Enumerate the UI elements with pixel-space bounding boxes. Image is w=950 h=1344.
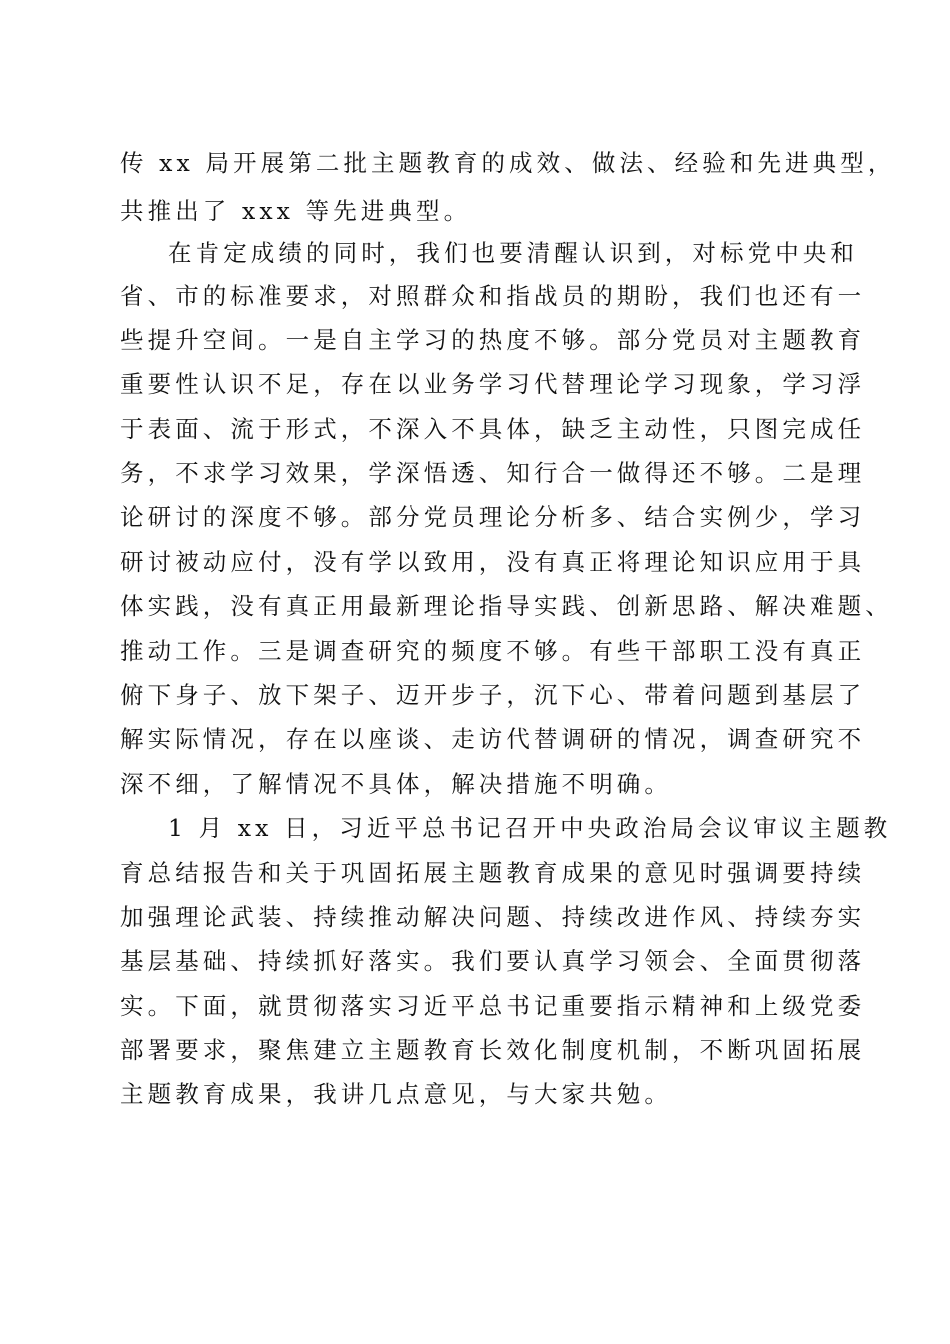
paragraph-3-line-6: 部署要求，聚焦建立主题教育长效化制度机制，不断巩固拓展 xyxy=(120,1036,866,1064)
paragraph-2-line-8: 研讨被动应付，没有学以致用，没有真正将理论知识应用于具 xyxy=(120,548,866,576)
paragraph-2-line-11: 俯下身子、放下架子、迈开步子，沉下心、带着问题到基层了 xyxy=(120,681,866,709)
paragraph-2-line-3: 些提升空间。一是自主学习的热度不够。部分党员对主题教育 xyxy=(120,326,866,354)
paragraph-3-line-4: 基层基础、持续抓好落实。我们要认真学习领会、全面贯彻落 xyxy=(120,947,866,975)
paragraph-3-line-5: 实。下面，就贯彻落实习近平总书记重要指示精神和上级党委 xyxy=(120,992,866,1020)
paragraph-2-line-4: 重要性认识不足，存在以业务学习代替理论学习现象，学习浮 xyxy=(120,370,866,398)
paragraph-2-line-7: 论研讨的深度不够。部分党员理论分析多、结合实例少，学习 xyxy=(120,503,866,531)
paragraph-2-line-1: 在肯定成绩的同时，我们也要清醒认识到，对标党中央和 xyxy=(168,239,858,267)
paragraph-1-line-1: 传 xx 局开展第二批主题教育的成效、做法、经验和先进典型， xyxy=(120,149,896,177)
paragraph-3-line-3: 加强理论武装、持续推动解决问题、持续改进作风、持续夯实 xyxy=(120,903,866,931)
paragraph-2-line-12: 解实际情况，存在以座谈、走访代替调研的情况，调查研究不 xyxy=(120,725,866,753)
paragraph-3-line-1: 1 月 xx 日，习近平总书记召开中央政治局会议审议主题教 xyxy=(168,814,892,842)
paragraph-3-line-2: 育总结报告和关于巩固拓展主题教育成果的意见时强调要持续 xyxy=(120,859,866,887)
paragraph-2-line-5: 于表面、流于形式，不深入不具体，缺乏主动性，只图完成任 xyxy=(120,415,866,443)
paragraph-1-line-2: 共推出了 xxx 等先进典型。 xyxy=(120,197,472,225)
paragraph-2-line-10: 推动工作。三是调查研究的频度不够。有些干部职工没有真正 xyxy=(120,637,866,665)
paragraph-2-line-2: 省、市的标准要求，对照群众和指战员的期盼，我们也还有一 xyxy=(120,282,866,310)
paragraph-2-line-13: 深不细，了解情况不具体，解决措施不明确。 xyxy=(120,770,672,798)
paragraph-2-line-6: 务，不求学习效果，学深悟透、知行合一做得还不够。二是理 xyxy=(120,459,866,487)
paragraph-2-line-9: 体实践，没有真正用最新理论指导实践、创新思路、解决难题、 xyxy=(120,592,893,620)
paragraph-3-line-7: 主题教育成果，我讲几点意见，与大家共勉。 xyxy=(120,1080,672,1108)
